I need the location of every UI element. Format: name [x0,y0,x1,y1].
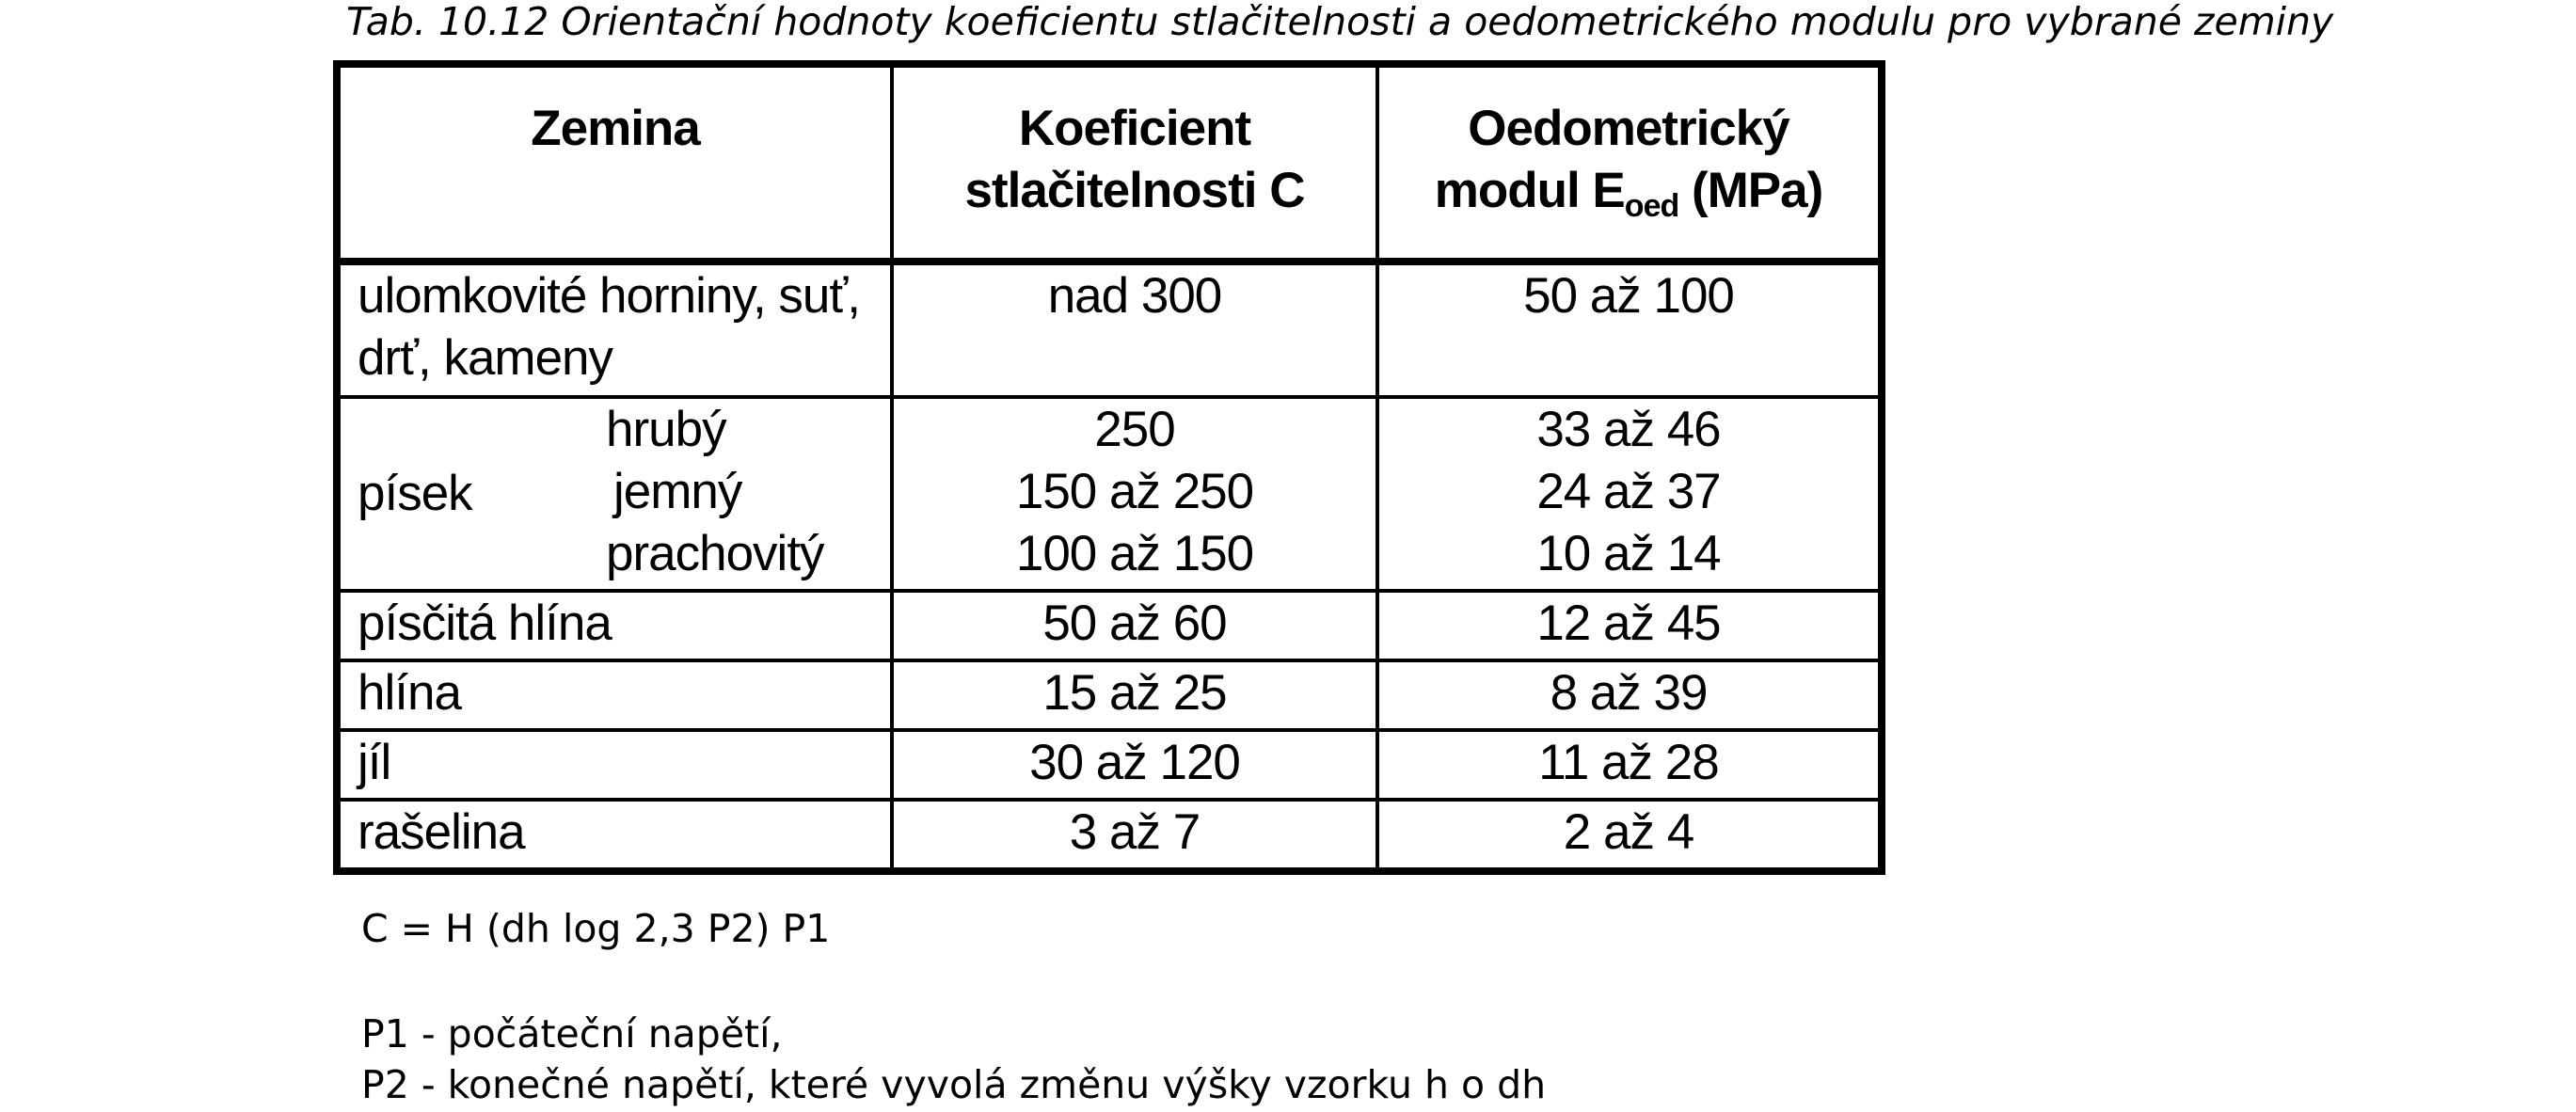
legend-p2: P2 - konečné napětí, které vyvolá změnu výšky vzorku h o dh [361,1062,1547,1107]
modulus-value: 33 až 46 [1536,402,1721,457]
table-header-row [337,64,1882,262]
formula-legend [361,1009,1546,1110]
header-modulus-subscript: oed [1624,188,1679,224]
table-row [337,800,1882,871]
sand-subtype: hrubý [606,402,726,457]
soil-name: písek [358,466,472,521]
table-row [337,730,1882,800]
coefficient-cell: nad 300 [892,262,1377,397]
coefficient-cell: 3 až 7 [892,800,1377,871]
header-modulus-line1: Oedometrický [1468,101,1789,156]
header-modulus [1377,64,1882,262]
header-modulus-unit: (MPa) [1678,163,1823,218]
table-row [337,591,1882,660]
coefficient-cell [892,397,1377,591]
modulus-cell: 11 až 28 [1377,730,1882,800]
header-coefficient-line2: stlačitelnosti C [964,163,1305,218]
header-modulus-line2 [1379,160,1878,222]
soil-name-cell [337,397,892,591]
soil-name-cell: písčitá hlína [337,591,892,660]
sand-subtype: jemný [613,464,742,519]
modulus-value: 10 až 14 [1536,526,1721,581]
soil-compressibility-table [333,60,1885,875]
soil-table-container [333,60,1885,875]
legend-p1: P1 - počáteční napětí, [361,1011,783,1056]
coefficient-cell: 50 až 60 [892,591,1377,660]
table-row [337,660,1882,730]
sand-name-group [341,399,890,589]
modulus-cell: 12 až 45 [1377,591,1882,660]
coefficient-value: 100 až 150 [1015,526,1254,581]
modulus-cell [1377,397,1882,591]
soil-name-line2: drť, kameny [358,330,613,386]
header-coefficient [892,64,1377,262]
formula-text: C = H (dh log 2,3 P2) P1 [361,906,831,951]
modulus-value: 24 až 37 [1536,464,1721,519]
coefficient-value: 250 [1094,402,1175,457]
soil-name-cell: rašelina [337,800,892,871]
table-row [337,262,1882,397]
soil-name-line1: ulomkovité horniny, suť, [358,268,860,324]
soil-name-cell: jíl [337,730,892,800]
coefficient-value: 150 až 250 [1015,464,1254,519]
soil-name-cell [337,262,892,397]
coefficient-cell: 15 až 25 [892,660,1377,730]
modulus-cell: 2 až 4 [1377,800,1882,871]
header-soil [337,64,892,262]
header-soil-label: Zemina [531,101,700,156]
soil-name-cell: hlína [337,660,892,730]
coefficient-cell: 30 až 120 [892,730,1377,800]
sand-subtype: prachovitý [606,526,824,581]
table-row [337,397,1882,591]
modulus-cell: 50 až 100 [1377,262,1882,397]
table-caption: Tab. 10.12 Orientační hodnoty koeficientu stlačitelnosti a oedometrického modulu pro vybrané zeminy [346,0,2334,43]
header-coefficient-line1: Koeficient [1018,101,1251,156]
modulus-cell: 8 až 39 [1377,660,1882,730]
header-modulus-symbol: modul E [1434,163,1625,218]
